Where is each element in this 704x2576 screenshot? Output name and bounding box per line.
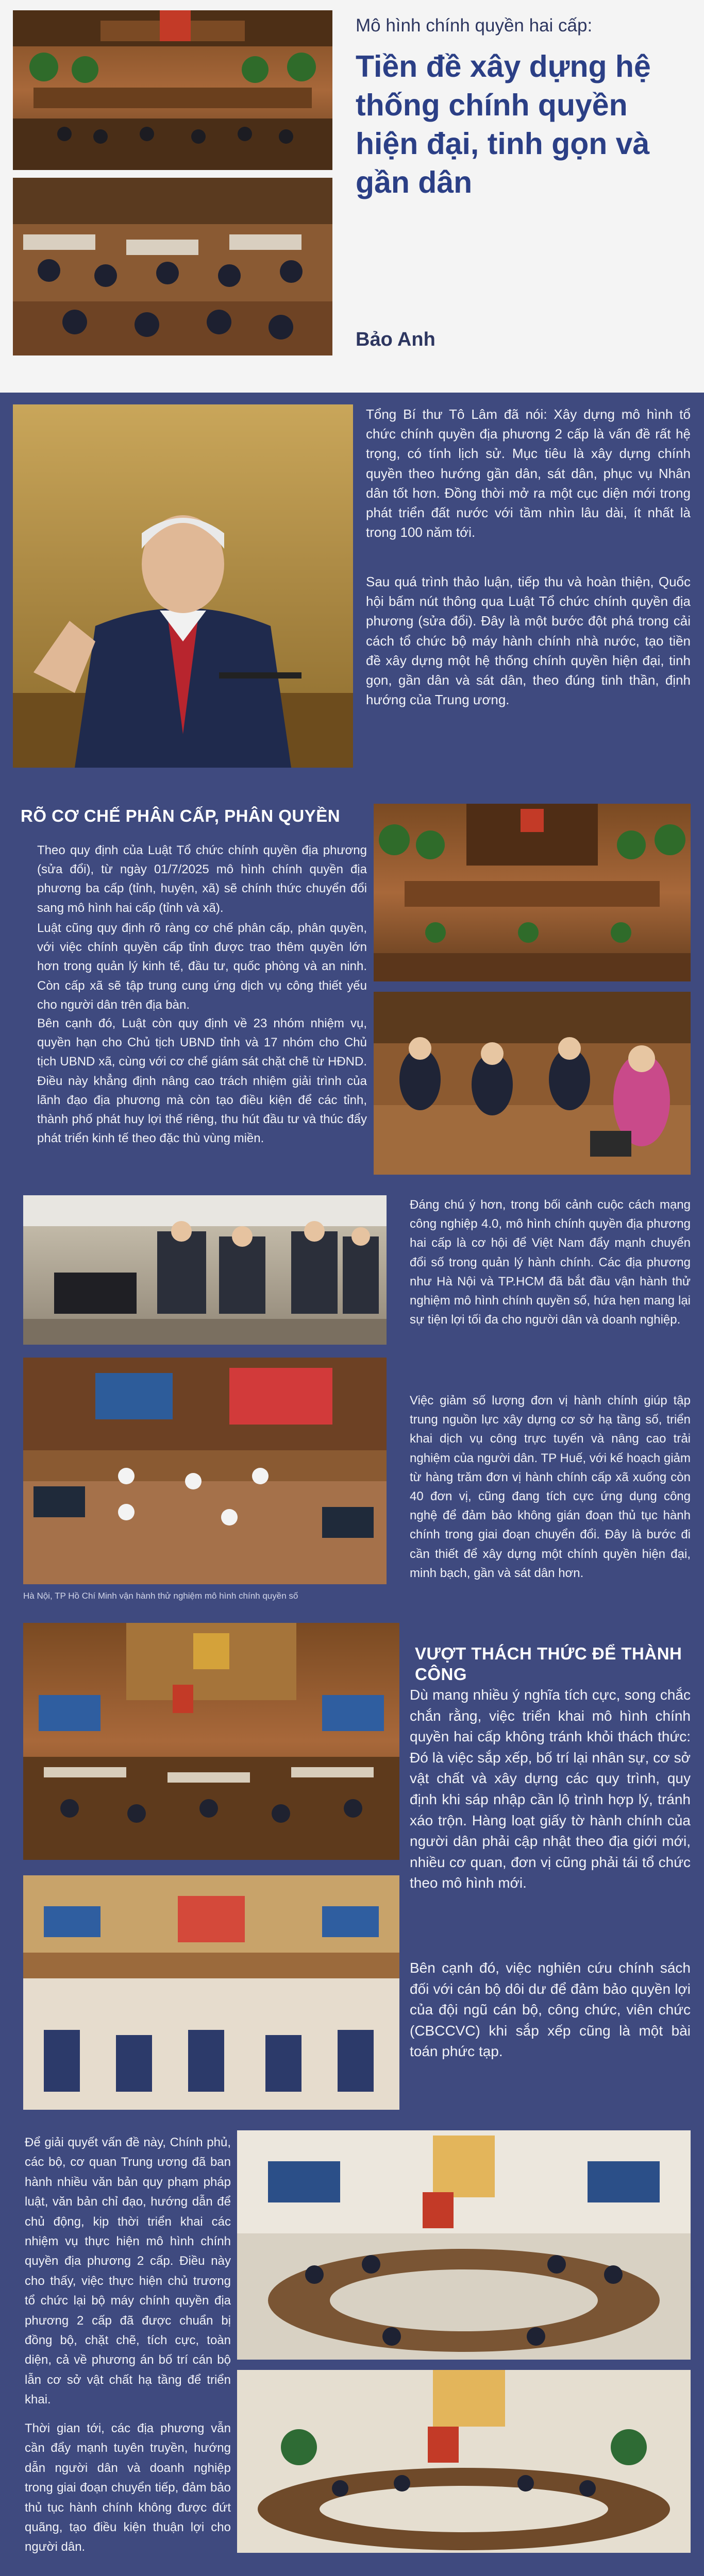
section2-paragraph-1: Dù mang nhiều ý nghĩa tích cực, song chắc chắn rằng, việc triển khai mô hình chính quyền hai cấp không tránh khỏi thách thức: Đó là việc sắp xếp, bố trí lại nhân sự, cơ sở vật chất và xây dựng các quy trình, quy định khi sáp nhập cần lộ trình hợp lý, tránh xáo trộn. Hàng loạt giấy tờ hành chính của người dân phải cập nhật theo địa giới mới, nhiều cơ quan, đơn vị cũng phải tái tổ chức theo mô hình mới. (410, 1687, 691, 1891)
article-author: Bảo Anh (356, 329, 435, 350)
article-header (0, 0, 704, 393)
photo-government-meeting-room (237, 2130, 691, 2360)
photo-digital-government-hcmc (23, 1358, 387, 1584)
section-heading-decentralization: RÕ CƠ CHẾ PHÂN CẤP, PHÂN QUYỀN (21, 806, 341, 825)
header-photo-delegates (13, 178, 332, 355)
section2-paragraph-2: Bên cạnh đó, việc nghiên cứu chính sách đối với cán bộ dôi dư để đảm bảo quyền lợi của đội ngũ cán bộ, công chức, viên chức (CBCCVC) khi sắp xếp cũng là một bài toán phức tạp. (410, 1960, 691, 2060)
section2-paragraph-3: Để giải quyết vấn đề này, Chính phủ, các bộ, cơ quan Trung ương đã ban hành nhiều văn bản quy phạm pháp luật, văn bản chỉ đạo, hướng dẫn để chủ động, kịp thời triển khai các nhiệm vụ thực hiện mô hình chính quyền địa phương 2 cấp. Điều này cho thấy, việc thực hiện chủ trương tổ chức lại bộ máy chính quyền địa phương 2 cấp đã được chuẩn bị đồng bộ, chặt chẽ, tích cực, toàn diện, cả về phương án bố trí cán bộ lẫn cơ sở vật chất hạ tầng để triển khai. (25, 2136, 231, 2407)
photo-parliament-session-delegates (23, 1875, 399, 2110)
photo-parliament-hall-wide (23, 1623, 399, 1860)
photo-general-secretary-speaking (13, 404, 353, 768)
photo-caption-digital-government: Hà Nội, TP Hồ Chí Minh vận hành thử nghiệm mô hình chính quyền số (23, 1591, 298, 1601)
section1-paragraph-5: Việc giảm số lượng đơn vị hành chính giúp tập trung nguồn lực xây dựng cơ sở hạ tầng số, triển khai dịch vụ công trực tuyến và nâng cao trải nghiệm của người dân. TP Huế, với kế hoạch giảm từ hàng trăm đơn vị hành chính cấp xã xuống còn 40 đơn vị, cũng đang tích cực ứng dụng công nghệ để đảm bảo không gián đoạn thủ tục hành chính trong giai đoạn chuyển đổi. Đây là bước đi cần thiết để xây dựng một chính quyền hiện đại, minh bạch, gần và sát dân hơn. (410, 1394, 691, 1580)
article-kicker: Mô hình chính quyền hai cấp: (356, 15, 593, 36)
section1-paragraph-4: Đáng chú ý hơn, trong bối cảnh cuộc cách mạng công nghiệp 4.0, mô hình chính quyền địa phương hai cấp là cơ hội để Việt Nam đẩy mạnh chuyển đổi số trong quản lý hành chính. Các địa phương như Hà Nội và TP.HCM đã bắt đầu vận hành thử nghiệm mô hình chính quyền số, hứa hẹn mang lại sự tiện lợi tối đa cho người dân và doanh nghiệp. (410, 1198, 691, 1327)
article-title: Tiền đề xây dựng hệ thống chính quyền hiện đại, tinh gọn và gần dân (356, 49, 651, 199)
section-heading-challenges: VƯỢT THÁCH THỨC ĐỂ THÀNH CÔNG (415, 1644, 682, 1684)
photo-delegates-voting (374, 992, 691, 1175)
photo-assembly-session (374, 804, 691, 981)
photo-government-conference (237, 2370, 691, 2553)
section1-paragraph-1: Theo quy định của Luật Tổ chức chính quyền địa phương (sửa đổi), từ ngày 01/7/2025 mô hình chính quyền địa phương ba cấp (tỉnh, huyện, xã) sẽ chính thức chuyển đổi sang mô hình hai cấp (tỉnh và xã). (37, 843, 367, 915)
header-photo-assembly-hall (13, 10, 332, 170)
section2-paragraph-4: Thời gian tới, các địa phương vẫn cần đẩy mạnh tuyên truyền, hướng dẫn người dân và doanh nghiệp trong giai đoạn chuyển tiếp, đảm bảo thủ tục hành chính không được đứt quãng, tạo điều kiện thuận lợi cho người dân. (25, 2421, 231, 2554)
photo-digital-government-hanoi (23, 1195, 387, 1345)
section1-paragraph-3: Bên cạnh đó, Luật còn quy định về 23 nhóm nhiệm vụ, quyền hạn cho Chủ tịch UBND tỉnh và 17 nhóm cho Chủ tịch UBND xã, cùng với cơ chế giám sát chặt chẽ từ HĐND. Điều này khẳng định nâng cao trách nhiệm giải trình của lãnh đạo địa phương mà còn tạo điều kiện để các tỉnh, thành phố phát huy lợi thế riêng, thu hút đầu tư và thúc đẩy phát triển kinh tế theo đặc thù vùng miền. (37, 1016, 367, 1146)
intro-paragraph-2: Sau quá trình thảo luận, tiếp thu và hoàn thiện, Quốc hội bấm nút thông qua Luật Tổ chức chính quyền địa phương (sửa đổi). Đây là một bước đột phá trong cải cách tổ chức bộ máy hành chính nhà nước, tạo tiền đề xây dựng một hệ thống chính quyền hiện đại, tinh gọn, gần dân và sát dân, theo đúng tinh thần, định hướng của Trung ương. (366, 574, 691, 708)
intro-paragraph-1: Tổng Bí thư Tô Lâm đã nói: Xây dựng mô hình tổ chức chính quyền địa phương 2 cấp là vấn đề rất hệ trọng, có tính lịch sử. Mục tiêu là xây dựng chính quyền theo hướng gần dân, sát dân, phục vụ Nhân dân tốt hơn. Đồng thời mở ra một cục diện mới trong phát triển đất nước với tầm nhìn lâu dài, ít nhất là trong 100 năm tới. (366, 406, 691, 540)
section1-paragraph-2: Luật cũng quy định rõ ràng cơ chế phân cấp, phân quyền, với việc chính quyền cấp tỉnh được trao thêm quyền lớn hơn trong quản lý kinh tế, đầu tư, quốc phòng và an ninh. Còn cấp xã sẽ tập trung cung ứng dịch vụ công thiết yếu cho người dân trên địa bàn. (37, 921, 367, 1012)
